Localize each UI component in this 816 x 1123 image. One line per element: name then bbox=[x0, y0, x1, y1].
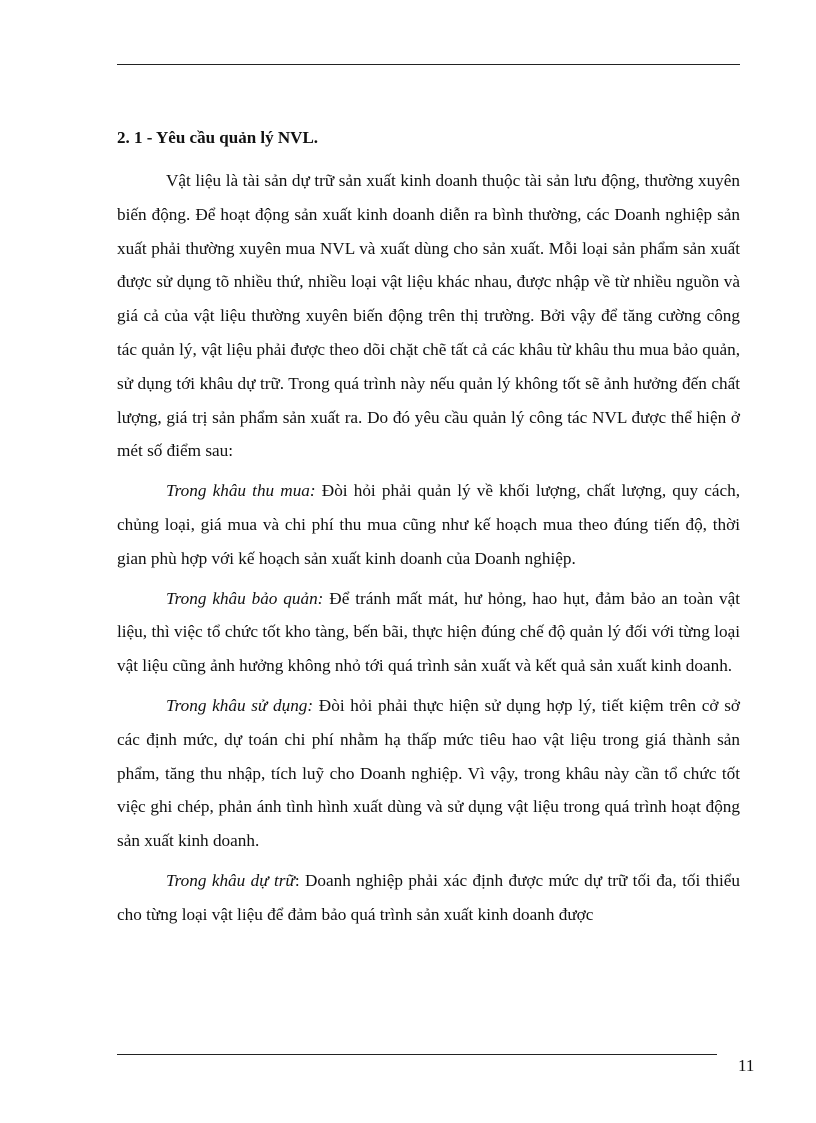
paragraph-intro bbox=[117, 164, 740, 468]
paragraph-usage bbox=[117, 689, 740, 858]
paragraph-storage bbox=[117, 582, 740, 683]
paragraph-reserve-lead: Trong khâu dự trữ bbox=[166, 870, 295, 890]
header-rule bbox=[117, 64, 740, 65]
paragraph-purchasing-lead: Trong khâu thu mua: bbox=[166, 481, 316, 501]
paragraph-intro-text: Vật liệu là tài sản dự trữ sản xuất kinh doanh thuộc tài sản lưu động, thường xuyên biến động. Để hoạt động sản xuất kinh doanh diễn ra bình thường, các Doanh nghiệp sản xuất phải thường xuyên mua NVL và xuất dùng cho sản xuất. Mỗi loại sản phẩm sản xuất được sử dụng tõ nhiều thứ, nhiều loại vật liệu khác nhau, được nhập về từ nhiều nguồn và giá cả của vật liệu thường xuyên biến động trên thị trường. Bởi vậy để tăng cường công tác quản lý, vật liệu phải được theo dõi chặt chẽ tất cả các khâu từ khâu thu mua bảo quản, sử dụng tới khâu dự trữ. Trong quá trình này nếu quản lý không tốt sẽ ảnh hưởng đến chất lượng, giá trị sản phẩm sản xuất ra. Do đó yêu cầu quản lý công tác NVL được thể hiện ở mét số điểm sau: bbox=[117, 171, 740, 461]
paragraph-reserve bbox=[117, 864, 740, 932]
page-number: 11 bbox=[738, 1056, 755, 1075]
section-heading: 2. 1 - Yêu cầu quản lý NVL. bbox=[117, 128, 319, 147]
footer-rule bbox=[117, 1054, 717, 1055]
paragraph-usage-lead: Trong khâu sử dụng: bbox=[166, 695, 314, 715]
paragraph-usage-text: Đòi hỏi phải thực hiện sử dụng hợp lý, tiết kiệm trên cở sở các định mức, dự toán chi phí nhằm hạ thấp mức tiêu hao vật liệu trong giá thành sản phẩm, tăng thu nhập, tích luỹ cho Doanh nghiệp. Vì vậy, trong khâu này cần tổ chức tốt việc ghi chép, phản ánh tình hình xuất dùng và sử dụng vật liệu trong quá trình hoạt động sản xuất kinh doanh. bbox=[117, 695, 740, 851]
paragraph-storage-text: Để tránh mất mát, hư hỏng, hao hụt, đảm bảo an toàn vật liệu, thì việc tổ chức tốt kho tàng, bến bãi, thực hiện đúng chế độ quản lý đối với từng loại vật liệu cũng ảnh hưởng không nhỏ tới quá trình sản xuất và kết quả sản xuất kinh doanh. bbox=[117, 588, 741, 676]
paragraph-storage-lead: Trong khâu bảo quản: bbox=[166, 588, 324, 608]
paragraph-purchasing-text: Đòi hỏi phải quản lý về khối lượng, chất lượng, quy cách, chủng loại, giá mua và chi phí thu mua cũng như kế hoạch mua theo đúng tiến độ, thời gian phù hợp với kế hoạch sản xuất kinh doanh của Doanh nghiệp. bbox=[117, 481, 741, 568]
paragraph-reserve-text: : Doanh nghiệp phải xác định được mức dự trữ tối đa, tối thiểu cho từng loại vật liệu để đảm bảo quá trình sản xuất kinh doanh được bbox=[117, 870, 740, 924]
paragraph-purchasing bbox=[117, 474, 740, 575]
document-body bbox=[117, 164, 740, 938]
